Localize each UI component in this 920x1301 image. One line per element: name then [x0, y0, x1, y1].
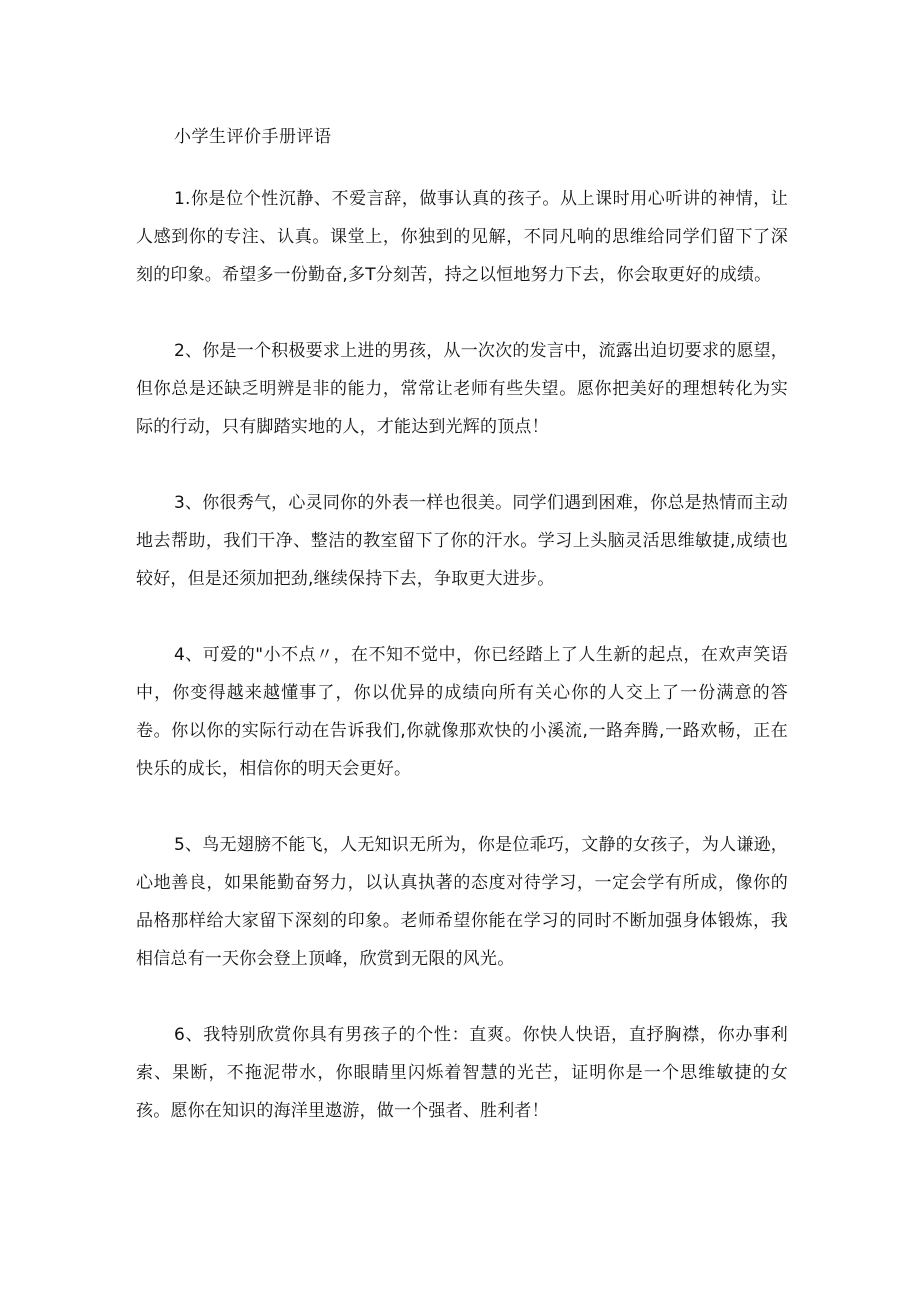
comment-paragraph-3: 3、你很秀气，心灵同你的外表一样也很美。同学们遇到困难，你总是热情而主动地去帮助，我们干净、整洁的教室留下了你的汗水。学习上头脑灵活思维敏捷,成绩也较好，但是还须加把劲,继续保持下去，争取更大进步。 — [136, 493, 788, 589]
comment-paragraph-5: 5、鸟无翅膀不能飞，人无知识无所为，你是位乖巧，文静的女孩子，为人谦逊，心地善良，如果能勤奋努力，以认真执著的态度对待学习，一定会学有所成，像你的品格那样给大家留下深刻的印象。老师希望你能在学习的同时不断加强身体锻炼，我相信总有一天你会登上顶峰，欣赏到无限的风光。 — [136, 835, 788, 969]
document-title: 小学生评价手册评语 — [174, 127, 332, 147]
comment-paragraph-4: 4、可爱的"小不点〃，在不知不觉中，你已经踏上了人生新的起点，在欢声笑语中，你变得越来越懂事了，你以优异的成绩向所有关心你的人交上了一份满意的答卷。你以你的实际行动在告诉我们,你就像那欢快的小溪流,一路奔腾,一路欢畅，正在快乐的成长，相信你的明天会更好。 — [136, 645, 788, 779]
comment-paragraph-6: 6、我特别欣赏你具有男孩子的个性：直爽。你快人快语，直抒胸襟，你办事利索、果断，不拖泥带水，你眼睛里闪烁着智慧的光芒，证明你是一个思维敏捷的女孩。愿你在知识的海洋里遨游，做一个强者、胜利者！ — [136, 1025, 788, 1121]
comment-paragraph-1: 1.你是位个性沉静、不爱言辞，做事认真的孩子。从上课时用心听讲的神情，让人感到你的专注、认真。课堂上，你独到的见解，不同凡响的思维给同学们留下了深刻的印象。希望多一份勤奋,多T分刻苦，持之以恒地努力下去，你会取更好的成绩。 — [136, 189, 788, 285]
comment-paragraph-2: 2、你是一个积极要求上进的男孩，从一次次的发言中，流露出迫切要求的愿望，但你总是还缺乏明辨是非的能力，常常让老师有些失望。愿你把美好的理想转化为实际的行动，只有脚踏实地的人，才能达到光辉的顶点！ — [136, 341, 788, 437]
